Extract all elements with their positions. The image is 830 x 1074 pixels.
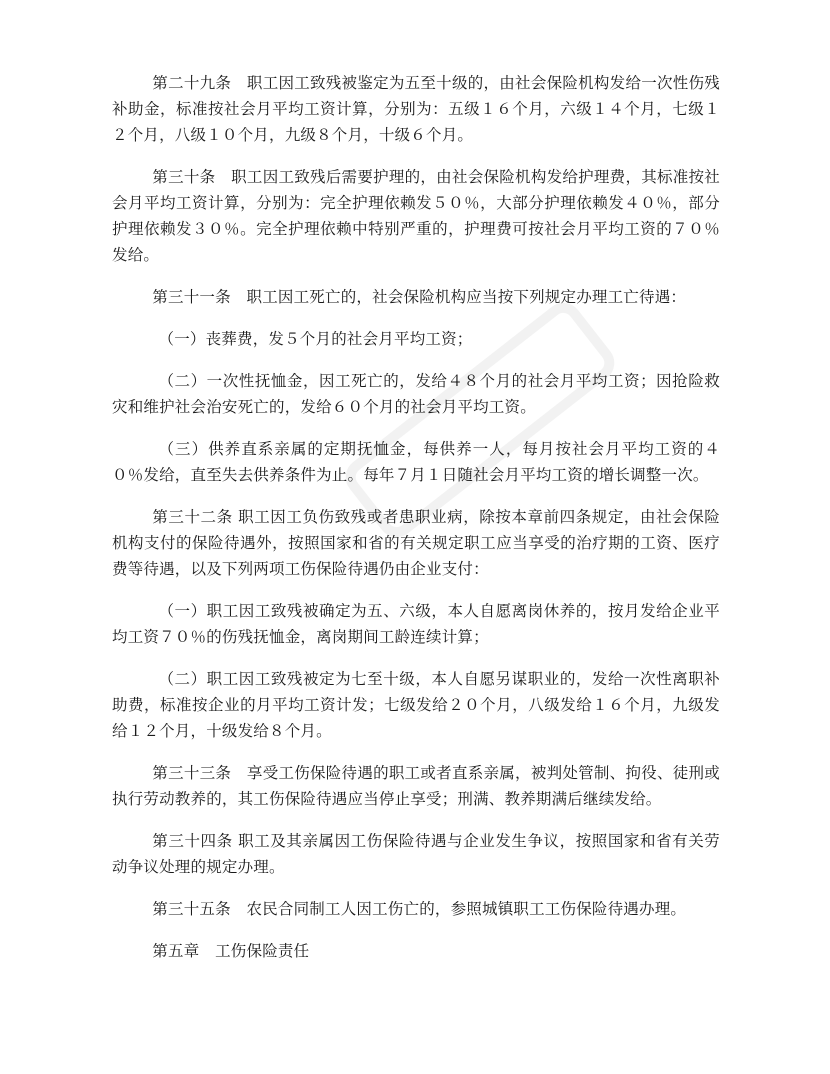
article-34: 第三十四条 职工及其亲属因工伤保险待遇与企业发生争议，按照国家和省有关劳动争议处理的规定办理。 xyxy=(112,832,720,876)
article-32-item-2: （二）职工因工致残被定为七至十级，本人自愿另谋职业的，发给一次性离职补助费，标准按企业的月平均工资计发；七级发给２０个月，八级发给１６个月，九级发给１２个月，十级发给８个月。 xyxy=(112,670,720,740)
chapter-5-heading: 第五章 工伤保险责任 xyxy=(152,942,310,960)
article-32-item-1: （一）职工因工致残被确定为五、六级，本人自愿离岗休养的，按月发给企业平均工资７０％的伤残抚恤金，离岗期间工龄连续计算； xyxy=(112,602,720,646)
article-31: 第三十一条 职工因工死亡的，社会保险机构应当按下列规定办理工亡待遇： xyxy=(152,288,687,306)
article-33: 第三十三条 享受工伤保险待遇的职工或者直系亲属，被判处管制、拘役、徒刑或执行劳动教养的，其工伤保险待遇应当停止享受；刑满、教养期满后继续发给。 xyxy=(112,764,720,808)
article-31-item-1: （一）丧葬费，发５个月的社会月平均工资； xyxy=(158,330,473,348)
article-30: 第三十条 职工因工致残后需要护理的，由社会保险机构发给护理费，其标准按社会月平均工资计算，分别为：完全护理依赖发５０％，大部分护理依赖发４０％，部分护理依赖发３０％。完全护理依赖中特别严重的，护理费可按社会月平均工资的７０％发给。 xyxy=(112,168,720,264)
article-32: 第三十二条 职工因工负伤致残或者患职业病，除按本章前四条规定，由社会保险机构支付的保险待遇外，按照国家和省的有关规定职工应当享受的治疗期的工资、医疗费等待遇，以及下列两项工伤保险待遇仍由企业支付： xyxy=(112,508,720,578)
article-35: 第三十五条 农民合同制工人因工伤亡的，参照城镇职工工伤保险待遇办理。 xyxy=(152,900,687,918)
article-31-item-2: （二）一次性抚恤金，因工死亡的，发给４８个月的社会月平均工资；因抢险救灾和维护社会治安死亡的，发给６０个月的社会月平均工资。 xyxy=(112,372,720,416)
article-29: 第二十九条 职工因工致残被鉴定为五至十级的，由社会保险机构发给一次性伤残补助金，标准按社会月平均工资计算，分别为：五级１６个月，六级１４个月，七级１２个月，八级１０个月，九级８个月，十级６个月。 xyxy=(112,74,720,144)
article-31-item-3: （三）供养直系亲属的定期抚恤金，每供养一人，每月按社会月平均工资的４０％发给，直至失去供养条件为止。每年７月１日随社会月平均工资的增长调整一次。 xyxy=(112,440,720,484)
